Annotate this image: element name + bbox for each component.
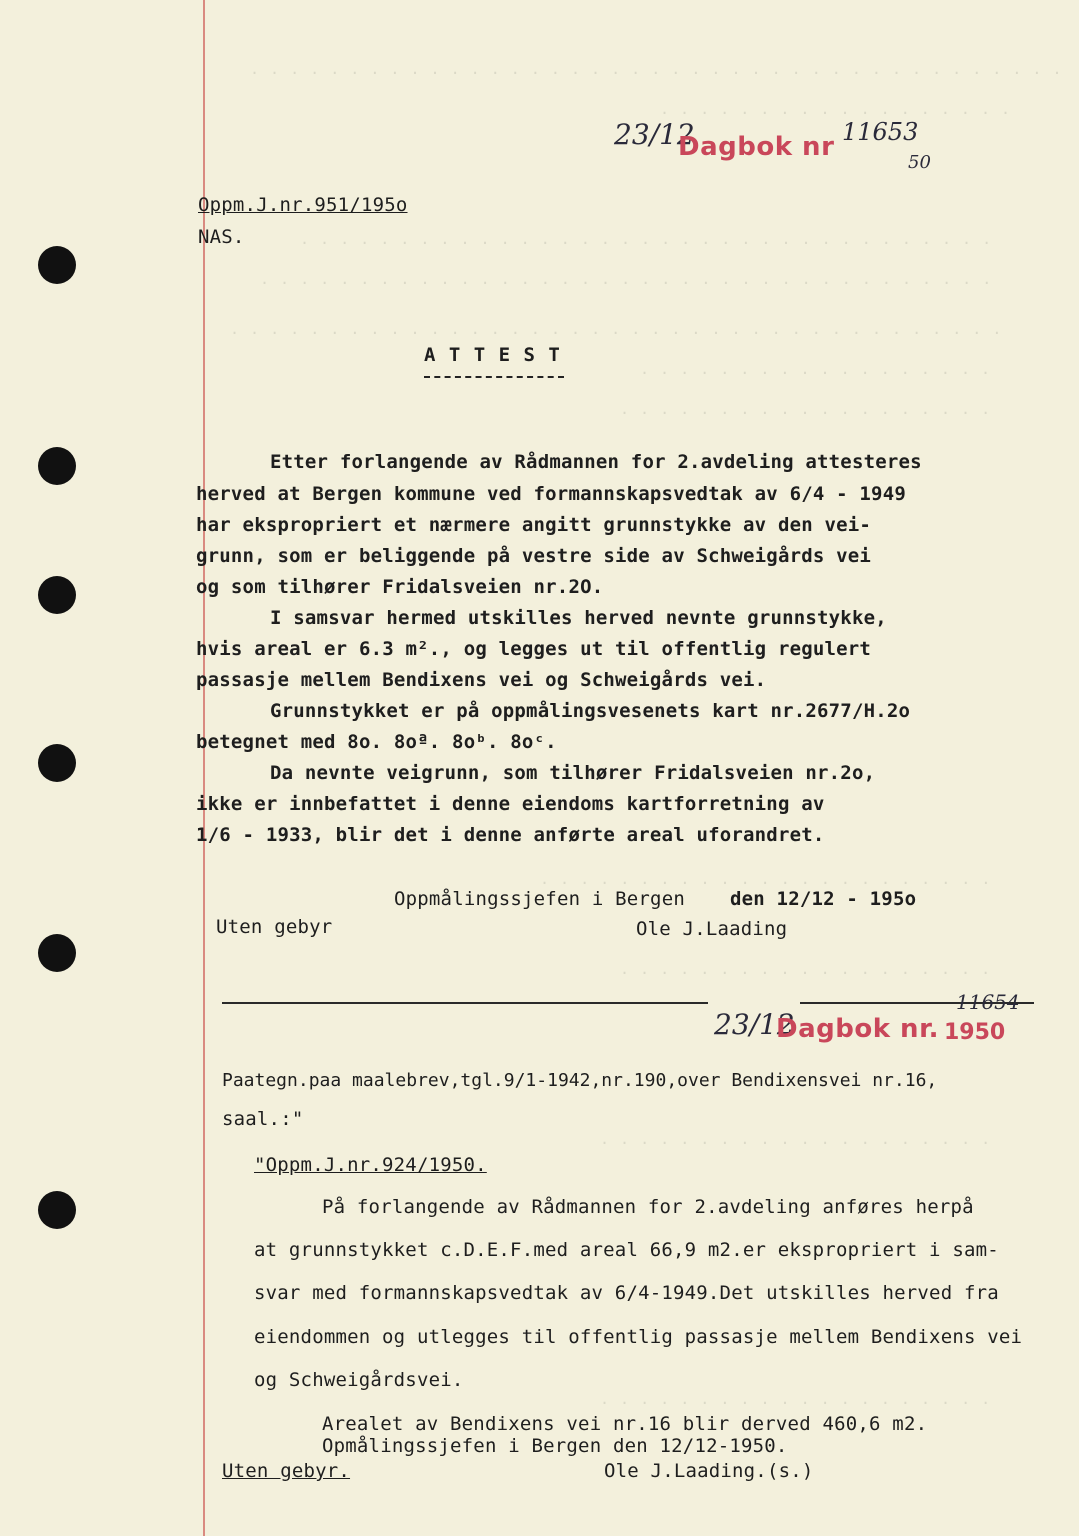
attest-line: og som tilhører Fridalsveien nr.2O. <box>196 576 604 598</box>
document-page: . . . . . . . . . . . . . . . . . . . . . . . . . . . . . . . . . . . . . . . . . . . . . . . . . . . . . . . . . . . . . . . . . . . . . . . . . . . . . . . . . . . . . . . . . . . . . . . . . . . . . . . . . . . . . . . . . . . . . . . . . . . . . . . . . . . . . . . . . . . . . . . . . . . . . . . . . . . . . . . . . . . . . . . . . . . . . . . . . . . . . . . . . . . . . . . . . . . . . . . . . . . . . . . . . . . . . . . . . . . . . . . . . . . . . . . . . . . . . . . . . . . . . . . . . . . . . . . . . . . . . . . . . . . . . . . . . . . . . . . . . . . . . . . . . 23/12 Dagbok nr 11653 50 Oppm.J.nr.951/195o NAS. A T T E S T Etter forlangende av Rådmannen for 2.avdeling attesteres herved at Bergen kommune ved formannskapsvedtak av 6/4 - 1949 har ekspropriert et nærmere angitt grunnstykke av den vei- grunn, som er beliggende på vestre side av Schweigårds vei og som tilhører Fridalsveien nr.2O. I samsvar hermed utskilles herved nevnte grunnstykke, hvis areal er 6.3 m²., og legges ut til offentlig regulert passasje mellem Bendixens vei og Schweigårds vei. Grunnstykket er på oppmålingsvesenets kart nr.2677/H.2o betegnet med 8o. 8oª. 8oᵇ. 8oᶜ. Da nevnte veigrunn, som tilhører Fridalsveien nr.2o, ikke er innbefattet i denne eiendoms kartforretning av 1/6 - 1933, blir det i denne anførte areal uforandret. Oppmålingssjefen i Bergen den 12/12 - 195o Uten gebyr Ole J.Laading 23/12 Dagbok nr. 11654 1950 Paategn.paa maalebrev,tgl.9/1-1942,nr.190,over Bendixensvei nr.16, saal.:" "Oppm.J.nr.924/1950. På forlangende av Rådmannen for 2.avdeling anføres herpå at grunnstykket c.D.E.F.med areal 66,9 m2.er ekspropriert i sam- svar med formannskapsvedtak av 6/4-1949.Det utskilles herved fra eiendommen og utlegges til offentlig passasje mellem Bendixens vei og Schweigårdsvei. Arealet av Bendixens vei nr.16 blir derved 460,6 m2. Opmålingssjefen i Bergen den 12/12-1950. Uten gebyr. Ole J.Laading.(s.) <box>0 0 1079 1536</box>
attest-line: Etter forlangende av Rådmannen for 2.avdeling attesteres <box>270 451 922 473</box>
note-journal-ref: "Oppm.J.nr.924/1950. <box>254 1154 487 1176</box>
punch-hole <box>38 934 76 972</box>
note-line: og Schweigårdsvei. <box>254 1369 464 1391</box>
punch-hole <box>38 447 76 485</box>
note-line: svar med formannskapsvedtak av 6/4-1949.Det utskilles herved fra <box>254 1282 999 1304</box>
diary-stamp-label: Dagbok nr. <box>776 1014 940 1044</box>
punch-hole <box>38 1191 76 1229</box>
note-fee: Uten gebyr. <box>222 1460 351 1482</box>
note-line: Arealet av Bendixens vei nr.16 blir derved 460,6 m2. <box>322 1413 928 1435</box>
signoff-date: den 12/12 - 195o <box>730 888 917 910</box>
stamp-number-handwritten: 11653 <box>842 118 919 146</box>
document-title: A T T E S T <box>424 344 561 366</box>
note-line: at grunnstykket c.D.E.F.med areal 66,9 m2.er ekspropriert i sam- <box>254 1239 999 1261</box>
stamp-year: 1950 <box>944 1020 1006 1045</box>
note-line: eiendommen og utlegges til offentlig passasje mellem Bendixens vei <box>254 1326 1023 1348</box>
note-line: På forlangende av Rådmannen for 2.avdeling anføres herpå <box>322 1196 974 1218</box>
stamp-year-handwritten: 50 <box>908 152 931 173</box>
attest-line: I samsvar hermed utskilles herved nevnte grunnstykke, <box>270 607 887 629</box>
section-divider <box>222 1002 708 1004</box>
punch-hole <box>38 744 76 782</box>
attest-line: 1/6 - 1933, blir det i denne anførte areal uforandret. <box>196 824 825 846</box>
diary-stamp-label: Dagbok nr <box>678 132 835 162</box>
note-signer: Ole J.Laading.(s.) <box>604 1460 814 1482</box>
stamp-date-handwritten: 23/12 <box>614 118 695 151</box>
attest-line: herved at Bergen kommune ved formannskapsvedtak av 6/4 - 1949 <box>196 483 906 505</box>
attest-line: Grunnstykket er på oppmålingsvesenets kart nr.2677/H.2o <box>270 700 911 722</box>
attest-line: betegnet med 8o. 8oª. 8oᵇ. 8oᶜ. <box>196 731 557 753</box>
punch-hole <box>38 576 76 614</box>
note-signoff: Opmålingssjefen i Bergen den 12/12-1950. <box>322 1435 788 1457</box>
attest-line: Da nevnte veigrunn, som tilhører Fridalsveien nr.2o, <box>270 762 876 784</box>
fee-note: Uten gebyr <box>216 916 333 938</box>
attest-line: passasje mellem Bendixens vei og Schweigårds vei. <box>196 669 767 691</box>
initials: NAS. <box>198 226 245 248</box>
note-line: saal.:" <box>222 1108 304 1130</box>
stamp-date-handwritten: 23/12 <box>714 1008 795 1041</box>
attest-line: har ekspropriert et nærmere angitt grunnstykke av den vei- <box>196 514 872 536</box>
attest-line: ikke er innbefattet i denne eiendoms kartforretning av <box>196 793 825 815</box>
stamp-number-handwritten: 11654 <box>956 990 1020 1014</box>
punch-hole <box>38 246 76 284</box>
attest-line: grunn, som er beliggende på vestre side av Schweigårds vei <box>196 545 872 567</box>
attest-line: hvis areal er 6.3 m²., og legges ut til offentlig regulert <box>196 638 872 660</box>
signoff-place: Oppmålingssjefen i Bergen <box>394 888 685 910</box>
title-underline <box>424 376 564 378</box>
note-line: Paategn.paa maalebrev,tgl.9/1-1942,nr.190,over Bendixensvei nr.16, <box>222 1070 938 1091</box>
signer-name: Ole J.Laading <box>636 918 788 940</box>
journal-reference: Oppm.J.nr.951/195o <box>198 194 408 216</box>
